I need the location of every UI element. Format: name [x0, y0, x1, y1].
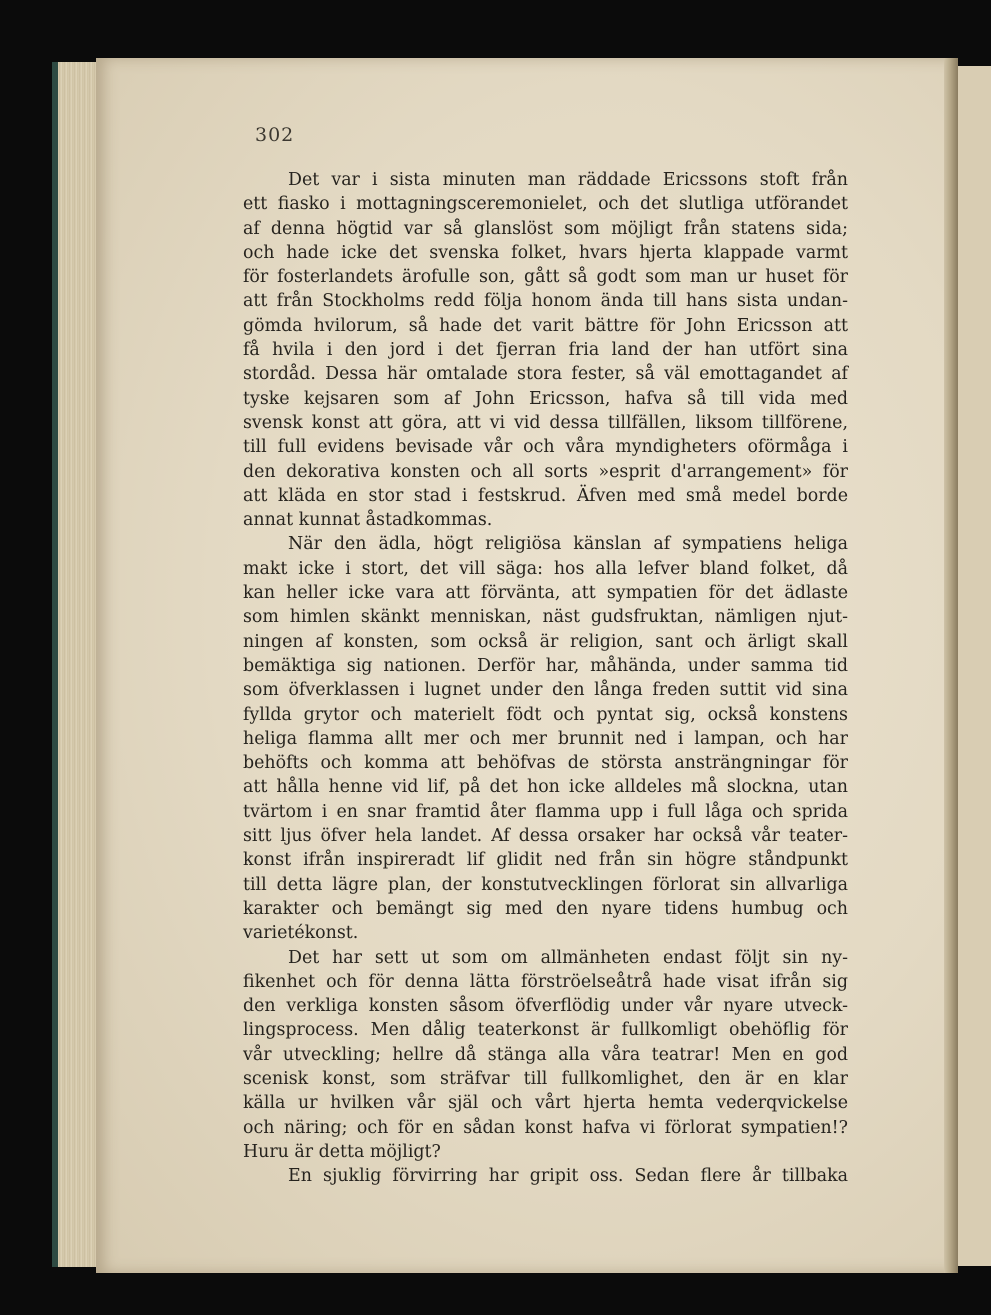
text-line: och hade icke det svenska folket, hvars hjerta klappade varmt [243, 242, 848, 263]
text-line: för fosterlandets ärofulle son, gått så godt som man ur huset för [243, 267, 848, 288]
text-line: fyllda grytor och materielt födt och pyntat sig, också konstens [243, 704, 848, 725]
text-line: Det har sett ut som om allmänheten endast följt sin ny- [288, 947, 848, 968]
text-line: heliga flamma allt mer och mer brunnit ned i lampan, och har [243, 728, 848, 749]
text-line: bemäktiga sig nationen. Derför har, måhända, under samma tid [243, 655, 848, 676]
text-line: varietékonst. [243, 923, 359, 944]
text-line: tyske kejsaren som af John Ericsson, hafva så till vida med [243, 388, 848, 409]
text-line: lingsprocess. Men dålig teaterkonst är fullkomligt obehöflig för [243, 1020, 848, 1041]
text-line: karakter och bemängt sig med den nyare tidens humbug och [243, 898, 848, 919]
text-line: att hålla henne vid lif, på det hon icke alldeles må slockna, utan [243, 777, 848, 798]
text-line: gömda hvilorum, så hade det varit bättre för John Ericsson att [243, 315, 848, 336]
text-line: annat kunnat åstadkommas. [243, 510, 493, 531]
text-line: som öfverklassen i lugnet under den långa freden suttit vid sina [243, 680, 848, 701]
text-line: källa ur hvilken vår själ och vårt hjerta hemta vederqvickelse [243, 1093, 848, 1114]
text-line: behöfts och komma att behöfvas de största ansträngningar för [243, 753, 848, 774]
text-line: ningen af konsten, som också är religion, sant och ärligt skall [243, 631, 848, 652]
text-line: scenisk konst, som sträfvar till fullkomlighet, den är en klar [243, 1068, 848, 1089]
text-line: En sjuklig förvirring har gripit oss. Sedan flere år tillbaka [288, 1166, 848, 1187]
text-line: svensk konst att göra, att vi vid dessa tillfällen, liksom tillförene, [243, 412, 848, 433]
text-line: till detta lägre plan, der konstutvecklingen förlorat sin allvarliga [243, 874, 848, 895]
text-line: till full evidens bevisade vår och våra myndigheters oförmåga i [243, 437, 848, 458]
text-line: ett fiasko i mottagningsceremonielet, och det slutliga utförandet [243, 194, 848, 215]
text-line: att kläda en stor stad i festskrud. Äfven med små medel borde [243, 485, 848, 506]
text-line: kan heller icke vara att förvänta, att sympatien för det ädlaste [243, 583, 848, 604]
book-gutter [944, 58, 958, 1273]
text-line: makt icke i stort, det vill säga: hos alla lefver bland folket, då [243, 558, 848, 579]
text-line: tvärtom i en snar framtid åter flamma upp i full låga och sprida [243, 801, 848, 822]
text-line: af denna högtid var så glanslöst som möjligt från statens sida; [243, 218, 848, 239]
text-line: den verkliga konsten såsom öfverflödig under vår nyare utveck- [243, 996, 848, 1017]
text-line: vår utveckling; hellre då stänga alla våra teatrar! Men en god [243, 1044, 848, 1065]
text-line: stordåd. Dessa här omtalade stora fester, så väl emottagandet af [243, 364, 848, 385]
text-line: fikenhet och för denna lätta förströelseåtrå hade visat ifrån sig [243, 971, 848, 992]
text-line: att från Stockholms redd följa honom ända till hans sista undan- [243, 291, 848, 312]
page-number: 302 [255, 124, 295, 146]
text-line: få hvila i den jord i det fjerran fria land der han utfört sina [243, 340, 848, 361]
text-line: När den ädla, högt religiösa känslan af sympatiens heliga [288, 534, 848, 555]
facing-page-edge [958, 66, 991, 1266]
text-line: Huru är detta möjligt? [243, 1141, 441, 1162]
text-line: och näring; och för en sådan konst hafva vi förlorat sympatien!? [243, 1117, 848, 1138]
text-line: Det var i sista minuten man räddade Ericssons stoft från [288, 170, 848, 190]
text-line: den dekorativa konsten och all sorts »esprit d'arrangement» för [243, 461, 848, 482]
text-line: konst ifrån inspireradt lif glidit ned från sin högre ståndpunkt [243, 850, 848, 871]
text-line: sitt ljus öfver hela landet. Af dessa orsaker har också vår teater- [243, 826, 848, 847]
text-line: som himlen skänkt menniskan, näst gudsfruktan, nämligen njut- [243, 607, 848, 628]
body-text [243, 168, 848, 1188]
